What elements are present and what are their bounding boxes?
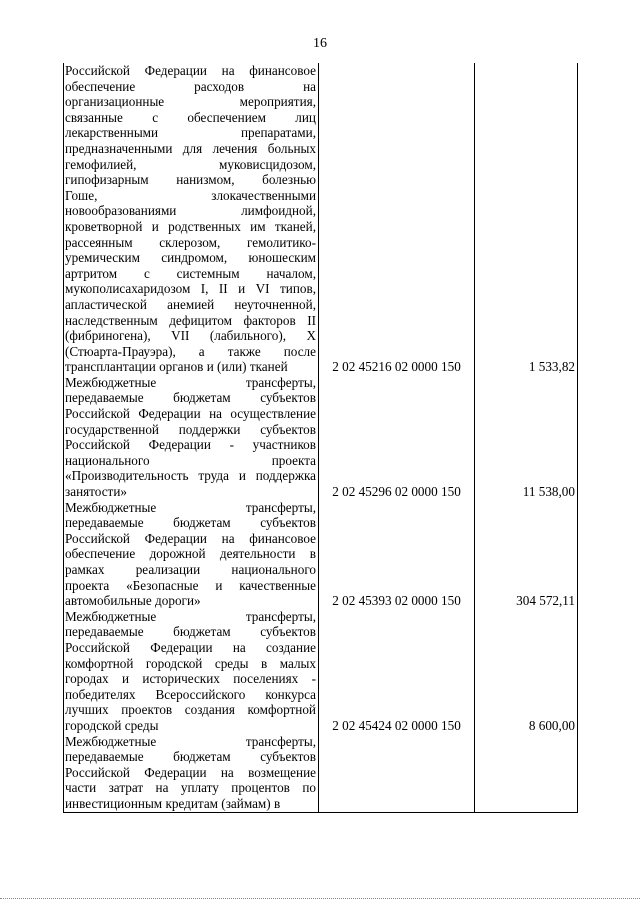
description-line: автомобильные дороги»: [65, 593, 201, 609]
description-line: связанные с обеспечением лиц: [65, 109, 316, 125]
row-description: [64, 734, 319, 812]
description-line: «Производительность труда и поддержка: [65, 468, 316, 484]
description-line: гемофилией, муковисцидозом,: [65, 156, 316, 172]
description-line: артритом с системным началом,: [65, 265, 316, 281]
description-line: передаваемые бюджетам субъектов: [65, 515, 316, 531]
row-sum: 1 533,82: [475, 63, 578, 375]
table-row: [64, 609, 578, 734]
description-line: уремическим синдромом, юношеским: [65, 250, 316, 266]
description-line: городской среды: [65, 717, 159, 733]
description-line: обеспечение расходов на: [65, 78, 316, 94]
description-line: комфортной городской среды в малых: [65, 655, 316, 671]
description-line: государственной поддержки субъектов: [65, 421, 316, 437]
row-description: [64, 63, 319, 375]
description-line: Гоше, злокачественными: [65, 187, 316, 203]
description-line: городах и исторических поселениях -: [65, 671, 316, 687]
description-line: Российской Федерации на возмещение: [65, 764, 316, 780]
row-description: [64, 609, 319, 734]
table-row: [64, 375, 578, 500]
description-line: лекарственными препаратами,: [65, 125, 316, 141]
description-line: Российской Федерации на финансовое: [65, 530, 316, 546]
row-code: 2 02 45424 02 0000 150: [319, 609, 475, 734]
description-line: (Стюарта-Прауэра), а также после: [65, 343, 316, 359]
description-line: кроветворной и родственных им тканей,: [65, 218, 316, 234]
description-line: Российской Федерации на осуществление: [65, 406, 316, 422]
description-line: Российской Федерации на финансовое: [65, 63, 316, 78]
description-line: занятости»: [65, 484, 127, 500]
description-line: лучших проектов создания комфортной: [65, 702, 316, 718]
description-line: мукополисахаридозом I, II и VI типов,: [65, 281, 316, 297]
description-line: гипофизарным нанизмом, болезнью: [65, 172, 316, 188]
description-line: обеспечение дорожной деятельности в: [65, 546, 316, 562]
description-line: (фибриногена), VII (лабильного), X: [65, 328, 316, 344]
description-line: рамках реализации национального: [65, 562, 316, 577]
description-line: инвестиционным кредитам (займам) в: [65, 795, 281, 811]
description-line: Межбюджетные трансферты,: [65, 733, 316, 749]
description-line: предназначенными для лечения больных: [65, 140, 316, 156]
description-line: Российской Федерации - участников: [65, 437, 316, 453]
description-line: Российской Федерации на создание: [65, 639, 316, 655]
description-line: проекта «Безопасные и качественные: [65, 577, 316, 593]
row-code: 2 02 45216 02 0000 150: [319, 63, 475, 375]
description-line: Межбюджетные трансферты,: [65, 374, 316, 390]
row-code: 2 02 45393 02 0000 150: [319, 500, 475, 609]
description-line: Межбюджетные трансферты,: [65, 499, 316, 515]
table-row: [64, 63, 578, 375]
description-line: апластической анемией неуточненной,: [65, 296, 316, 312]
description-line: части затрат на уплату процентов по: [65, 780, 316, 796]
row-code: [319, 734, 475, 812]
row-code: 2 02 45296 02 0000 150: [319, 375, 475, 500]
footer-rule: [0, 898, 640, 899]
description-line: национального проекта: [65, 452, 316, 468]
row-description: [64, 500, 319, 609]
description-line: рассеянным склерозом, гемолитико-: [65, 234, 316, 250]
row-description: [64, 375, 319, 500]
table-row: [64, 734, 578, 812]
description-line: новообразованиями лимфоидной,: [65, 203, 316, 219]
description-line: победителях Всероссийского конкурса: [65, 686, 316, 702]
description-line: организационные мероприятия,: [65, 94, 316, 110]
row-sum: 11 538,00: [475, 375, 578, 500]
row-sum: [475, 734, 578, 812]
table-row: [64, 500, 578, 609]
description-line: передаваемые бюджетам субъектов: [65, 624, 316, 640]
description-line: передаваемые бюджетам субъектов: [65, 390, 316, 406]
description-line: передаваемые бюджетам субъектов: [65, 749, 316, 765]
budget-table-body: [64, 63, 578, 812]
description-line: Межбюджетные трансферты,: [65, 608, 316, 624]
row-sum: 8 600,00: [475, 609, 578, 734]
budget-table: [63, 63, 578, 813]
page-number: 16: [313, 36, 327, 51]
description-line: наследственным дефицитом факторов II: [65, 312, 316, 328]
row-sum: 304 572,11: [475, 500, 578, 609]
description-line: трансплантации органов и (или) тканей: [65, 359, 288, 375]
